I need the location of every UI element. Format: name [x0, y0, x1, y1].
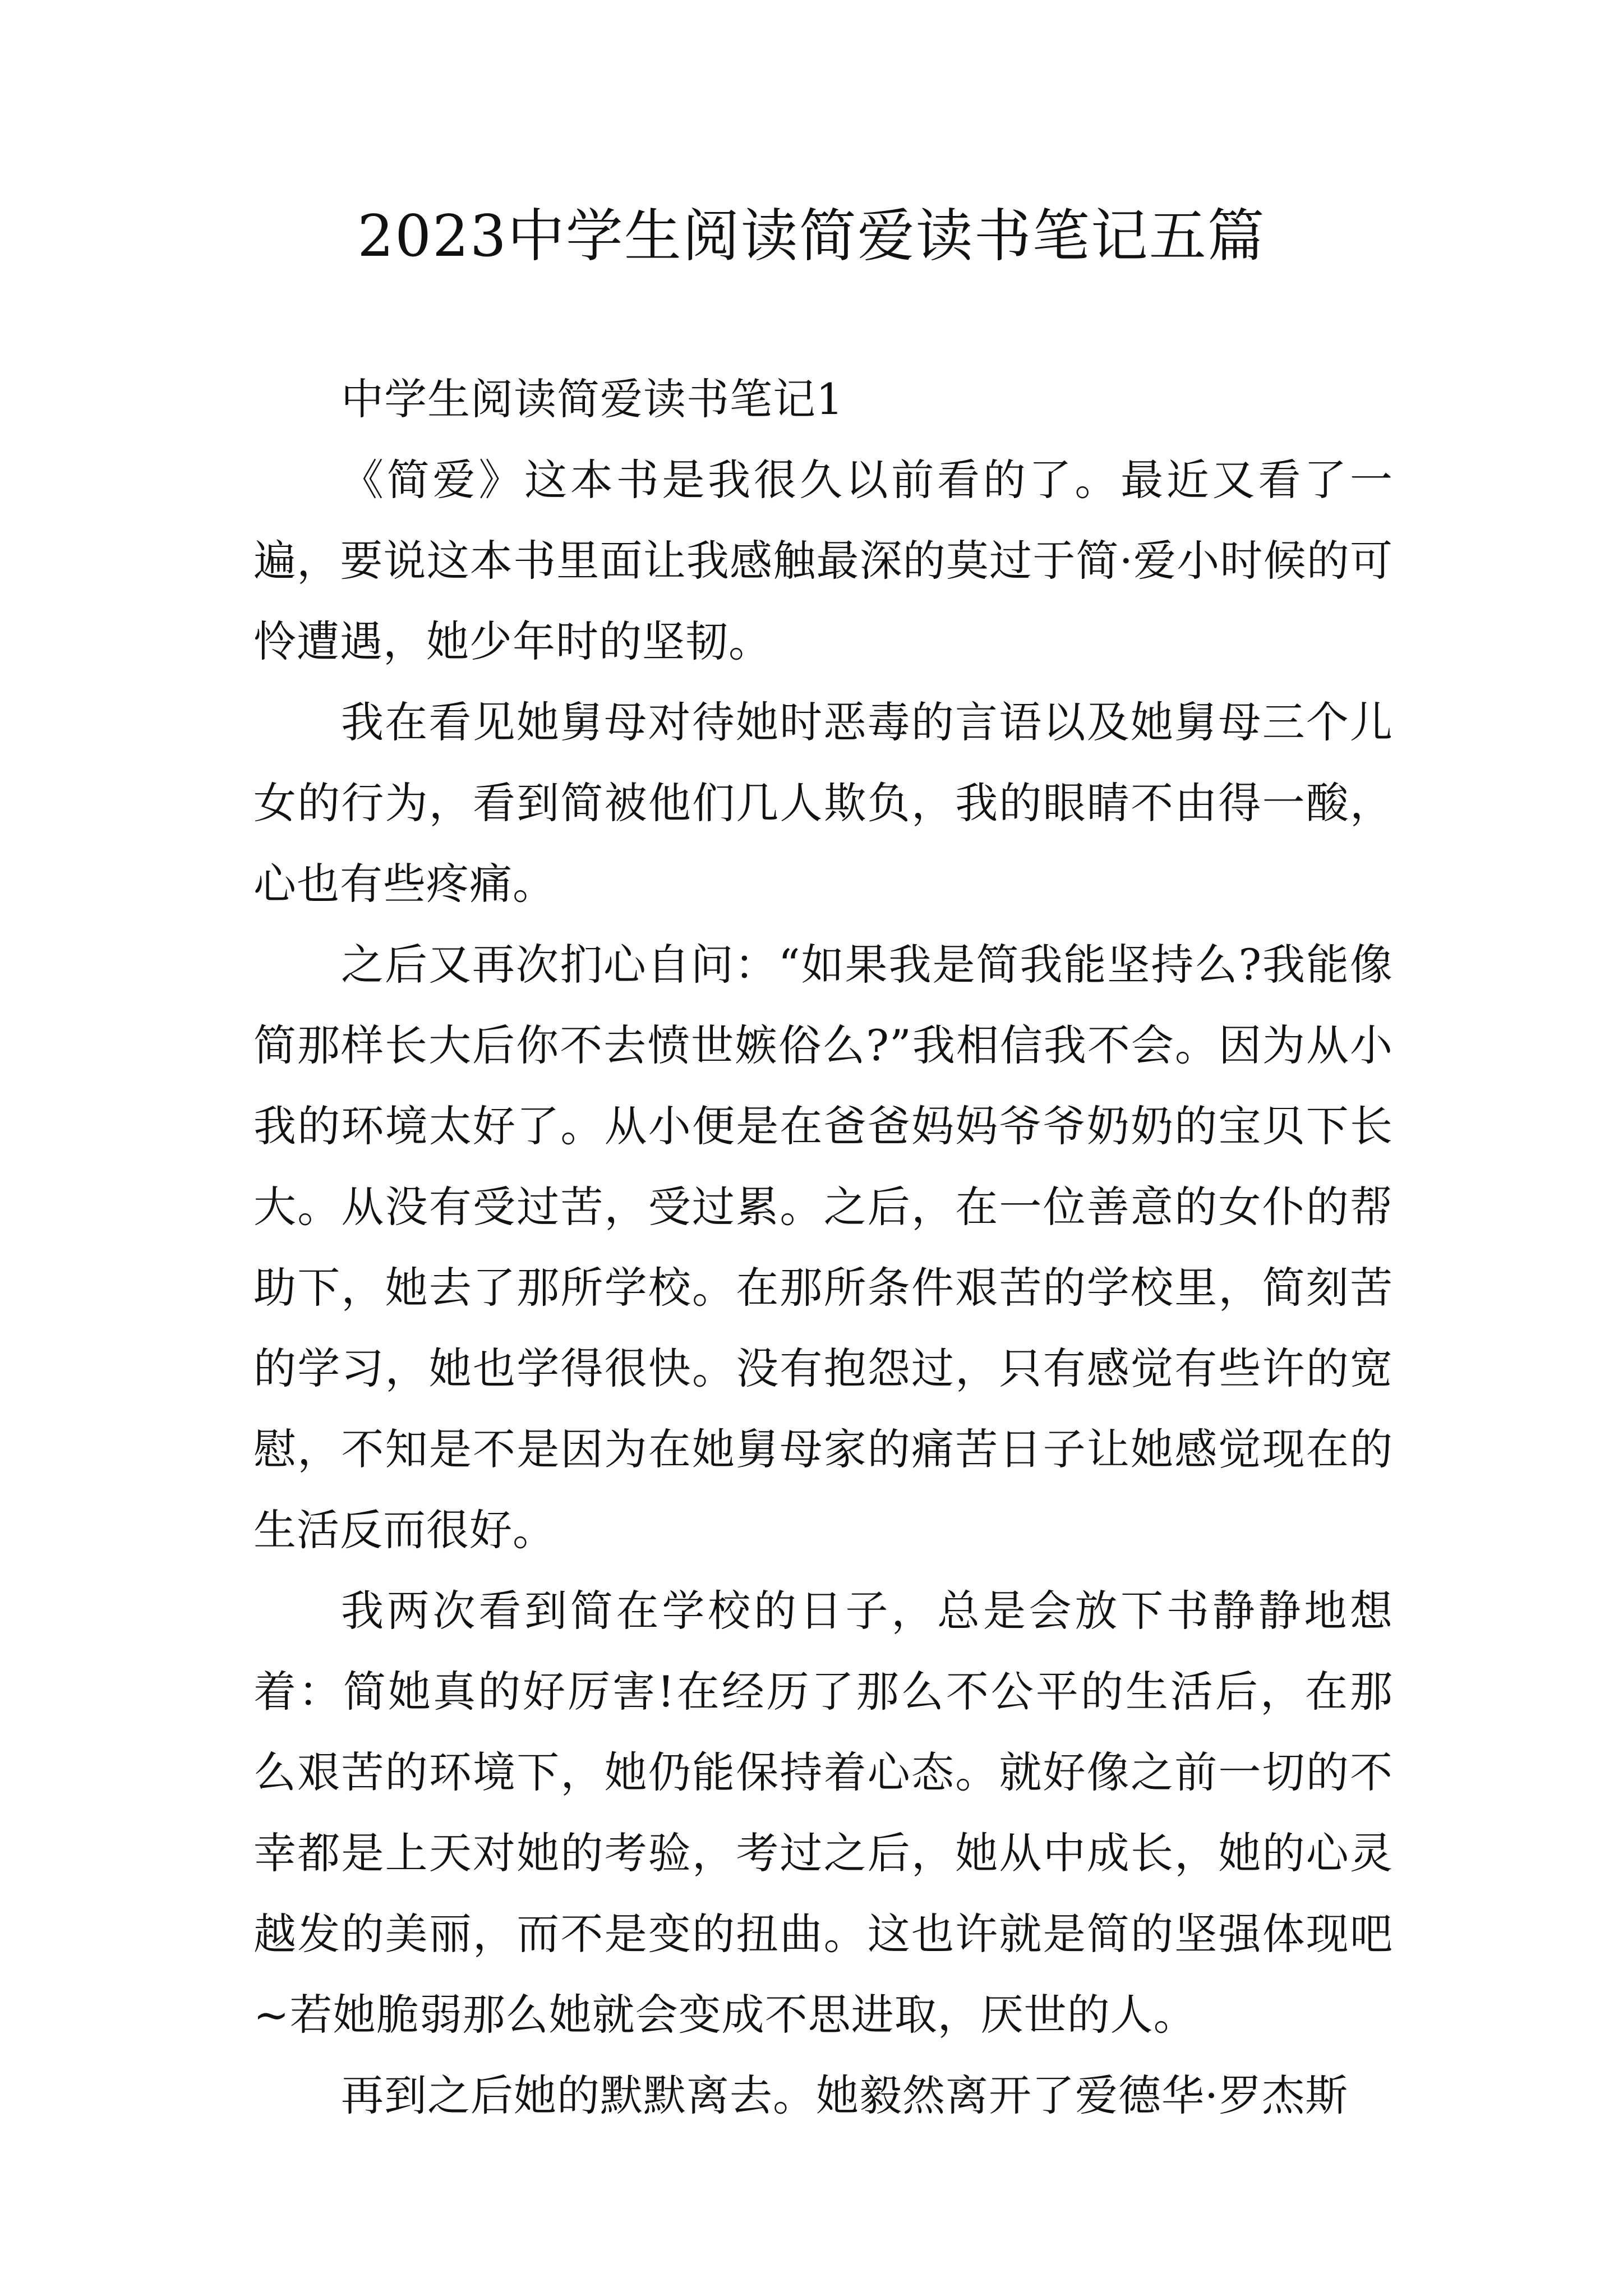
document-body — [253, 359, 1393, 2136]
paragraph-3: 之后又再次扪心自问：“如果我是简我能坚持么?我能像简那样长大后你不去愤世嫉俗么?”我相信我不会。因为从小我的环境太好了。从小便是在爸爸妈妈爷爷奶奶的宝贝下长大。从没有受过苦，受过累。之后，在一位善意的女仆的帮助下，她去了那所学校。在那所条件艰苦的学校里，简刻苦的学习，她也学得很快。没有抱怨过，只有感觉有些许的宽慰，不知是不是因为在她舅母家的痛苦日子让她感觉现在的生活反而很好。 — [253, 940, 1393, 1555]
paragraph-2: 我在看见她舅母对待她时恶毒的言语以及她舅母三个儿女的行为，看到简被他们几人欺负，我的眼睛不由得一酸，心也有些疼痛。 — [253, 697, 1393, 909]
section-heading: 中学生阅读简爱读书笔记1 — [341, 374, 844, 424]
paragraph-5: 再到之后她的默默离去。她毅然离开了爱德华·罗杰斯 — [341, 2070, 1349, 2120]
document-title: 2023中学生阅读简爱读书笔记五篇 — [357, 203, 1266, 270]
paragraph-1: 《简爱》这本书是我很久以前看的了。最近又看了一遍，要说这本书里面让我感触最深的莫过于简·爱小时候的可怜遭遇，她少年时的坚韧。 — [253, 455, 1393, 666]
paragraph-4: 我两次看到简在学校的日子，总是会放下书静静地想着：简她真的好厉害!在经历了那么不公平的生活后，在那么艰苦的环境下，她仍能保持着心态。就好像之前一切的不幸都是上天对她的考验，考过之后，她从中成长，她的心灵越发的美丽，而不是变的扭曲。这也许就是简的坚强体现吧~若她脆弱那么她就会变成不思进取，厌世的人。 — [253, 1586, 1393, 2040]
